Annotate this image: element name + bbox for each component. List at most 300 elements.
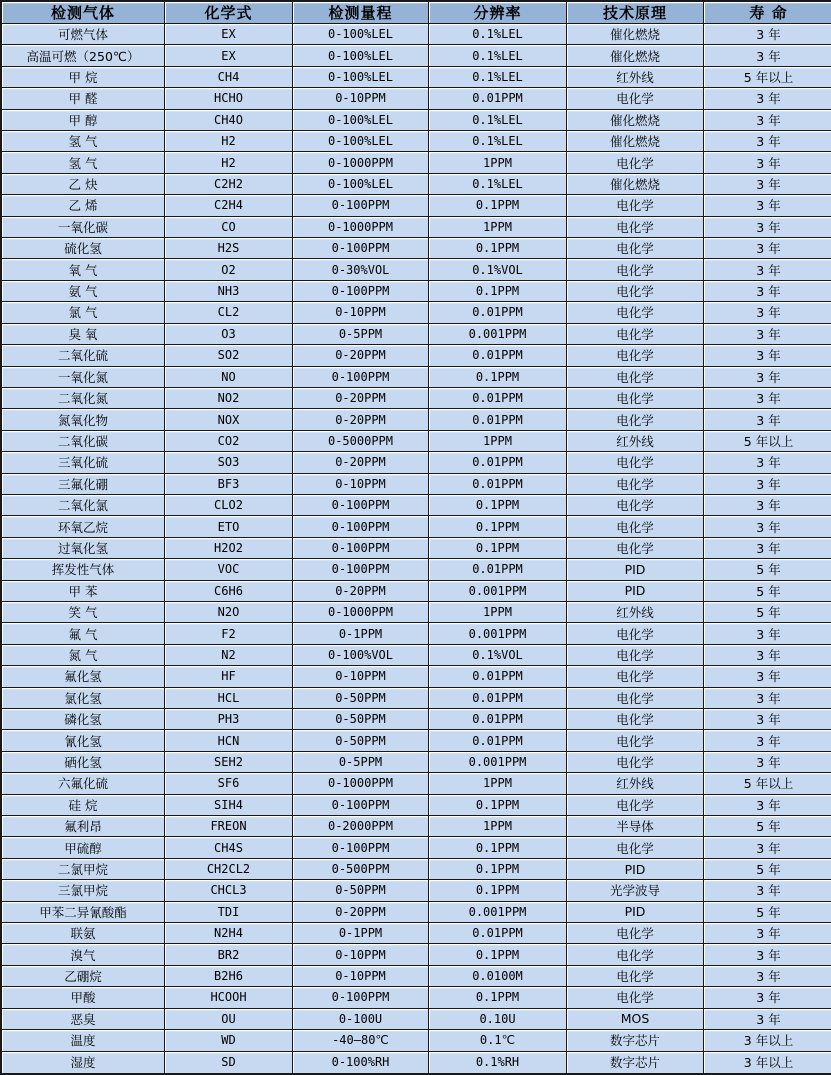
range-cell: -40—80℃ [293,1030,429,1051]
table-row [2,645,831,666]
formula-cell: HCL [165,688,293,709]
lifespan-cell: 3 年 [704,388,831,409]
resolution-cell: 0.01PPM [429,730,567,751]
formula-cell: H2 [165,131,293,152]
column-header: 技术原理 [567,2,704,24]
lifespan-cell: 3 年 [704,152,831,173]
formula-cell: NH3 [165,281,293,302]
gas-name-cell: 甲苯二异氰酸酯 [2,902,165,923]
lifespan-cell: 3 年 [704,367,831,388]
principle-cell: 光学波导 [567,880,704,901]
table-row [2,559,831,580]
lifespan-cell: 3 年 [704,752,831,773]
table-row [2,773,831,794]
table-row [2,174,831,195]
table-row [2,152,831,173]
gas-name-cell: 氧 气 [2,259,165,280]
range-cell: 0-100PPM [293,795,429,816]
principle-cell: 电化学 [567,623,704,644]
lifespan-cell: 5 年以上 [704,67,831,88]
gas-name-cell: 高温可燃（250℃） [2,45,165,66]
lifespan-cell: 3 年 [704,923,831,944]
range-cell: 0-100%LEL [293,45,429,66]
resolution-cell: 0.01PPM [429,923,567,944]
resolution-cell: 1PPM [429,431,567,452]
gas-name-cell: 氨 气 [2,281,165,302]
resolution-cell: 1PPM [429,602,567,623]
formula-cell: CLO2 [165,495,293,516]
gas-name-cell: 湿度 [2,1052,165,1074]
table-row [2,709,831,730]
formula-cell: H2O2 [165,538,293,559]
resolution-cell: 1PPM [429,217,567,238]
resolution-cell: 0.1PPM [429,495,567,516]
principle-cell: MOS [567,1009,704,1030]
resolution-cell: 0.001PPM [429,581,567,602]
table-row [2,302,831,323]
gas-name-cell: 联氨 [2,923,165,944]
formula-cell: H2S [165,238,293,259]
principle-cell: 电化学 [567,645,704,666]
gas-name-cell: 硒化氢 [2,752,165,773]
gas-name-cell: 甲硫醇 [2,837,165,858]
formula-cell: PH3 [165,709,293,730]
lifespan-cell: 3 年 [704,88,831,109]
resolution-cell: 0.1℃ [429,1030,567,1051]
range-cell: 0-100%VOL [293,645,429,666]
gas-name-cell: 挥发性气体 [2,559,165,580]
gas-name-cell: 甲 烷 [2,67,165,88]
gas-name-cell: 甲 醛 [2,88,165,109]
formula-cell: HCHO [165,88,293,109]
range-cell: 0-500PPM [293,859,429,880]
range-cell: 0-100PPM [293,281,429,302]
formula-cell: TDI [165,902,293,923]
principle-cell: 电化学 [567,345,704,366]
gas-name-cell: 笑 气 [2,602,165,623]
principle-cell: 电化学 [567,944,704,965]
lifespan-cell: 3 年 [704,880,831,901]
gas-name-cell: 二氧化硫 [2,345,165,366]
resolution-cell: 0.1%LEL [429,67,567,88]
table-row [2,666,831,687]
table-row [2,944,831,965]
lifespan-cell: 3 年 [704,281,831,302]
resolution-cell: 0.01PPM [429,688,567,709]
table-row [2,516,831,537]
resolution-cell: 0.1PPM [429,987,567,1008]
range-cell: 0-10PPM [293,966,429,987]
resolution-cell: 0.1%LEL [429,45,567,66]
principle-cell: 电化学 [567,837,704,858]
range-cell: 0-100PPM [293,495,429,516]
range-cell: 0-100PPM [293,837,429,858]
lifespan-cell: 3 年 [704,409,831,430]
resolution-cell: 1PPM [429,773,567,794]
lifespan-cell: 5 年 [704,816,831,837]
formula-cell: C2H4 [165,195,293,216]
resolution-cell: 0.01PPM [429,388,567,409]
range-cell: 0-100PPM [293,559,429,580]
gas-name-cell: 三氯甲烷 [2,880,165,901]
table-row [2,324,831,345]
principle-cell: 电化学 [567,238,704,259]
resolution-cell: 0.01PPM [429,409,567,430]
table-row [2,345,831,366]
resolution-cell: 0.1PPM [429,195,567,216]
range-cell: 0-50PPM [293,709,429,730]
gas-name-cell: 乙 炔 [2,174,165,195]
range-cell: 0-100%LEL [293,67,429,88]
table-row [2,752,831,773]
lifespan-cell: 3 年 [704,666,831,687]
gas-name-cell: 氟化氢 [2,666,165,687]
formula-cell: C2H2 [165,174,293,195]
range-cell: 0-100%RH [293,1052,429,1074]
formula-cell: CHCL3 [165,880,293,901]
resolution-cell: 0.01PPM [429,666,567,687]
gas-name-cell: 硅 烷 [2,795,165,816]
principle-cell: 电化学 [567,217,704,238]
resolution-cell: 1PPM [429,816,567,837]
range-cell: 0-100PPM [293,987,429,1008]
range-cell: 0-100%LEL [293,131,429,152]
lifespan-cell: 3 年 [704,837,831,858]
lifespan-cell: 3 年 [704,24,831,45]
formula-cell: EX [165,45,293,66]
formula-cell: ETO [165,516,293,537]
principle-cell: 红外线 [567,602,704,623]
lifespan-cell: 5 年 [704,859,831,880]
principle-cell: 电化学 [567,152,704,173]
lifespan-cell: 3 年 [704,987,831,1008]
formula-cell: CH4S [165,837,293,858]
principle-cell: 催化燃烧 [567,174,704,195]
lifespan-cell: 3 年 [704,259,831,280]
formula-cell: FREON [165,816,293,837]
formula-cell: N2H4 [165,923,293,944]
principle-cell: 电化学 [567,302,704,323]
table-row [2,880,831,901]
principle-cell: 电化学 [567,259,704,280]
formula-cell: SIH4 [165,795,293,816]
lifespan-cell: 3 年 [704,944,831,965]
principle-cell: 电化学 [567,923,704,944]
lifespan-cell: 3 年 [704,238,831,259]
formula-cell: CO [165,217,293,238]
gas-name-cell: 可燃气体 [2,24,165,45]
resolution-cell: 0.001PPM [429,902,567,923]
gas-name-cell: 乙硼烷 [2,966,165,987]
formula-cell: NO2 [165,388,293,409]
table-body [2,24,831,1073]
resolution-cell: 0.1PPM [429,880,567,901]
gas-name-cell: 乙 烯 [2,195,165,216]
gas-name-cell: 甲酸 [2,987,165,1008]
formula-cell: B2H6 [165,966,293,987]
gas-name-cell: 氰化氢 [2,730,165,751]
lifespan-cell: 3 年 [704,709,831,730]
lifespan-cell: 5 年以上 [704,773,831,794]
formula-cell: SEH2 [165,752,293,773]
table-row [2,688,831,709]
range-cell: 0-10PPM [293,944,429,965]
table-row [2,495,831,516]
range-cell: 0-1000PPM [293,773,429,794]
range-cell: 0-5PPM [293,752,429,773]
column-header: 分辨率 [429,2,567,24]
formula-cell: CH4 [165,67,293,88]
principle-cell: PID [567,902,704,923]
gas-name-cell: 硫化氢 [2,238,165,259]
lifespan-cell: 3 年 [704,195,831,216]
resolution-cell: 0.1PPM [429,516,567,537]
range-cell: 0-100%LEL [293,174,429,195]
resolution-cell: 0.001PPM [429,623,567,644]
formula-cell: CL2 [165,302,293,323]
gas-name-cell: 氯 气 [2,302,165,323]
table-row [2,388,831,409]
table-row [2,367,831,388]
table-row [2,281,831,302]
formula-cell: HF [165,666,293,687]
range-cell: 0-1PPM [293,623,429,644]
range-cell: 0-100PPM [293,195,429,216]
lifespan-cell: 3 年 [704,538,831,559]
principle-cell: 数字芯片 [567,1030,704,1051]
table-row [2,581,831,602]
table-row [2,24,831,45]
gas-name-cell: 二氧化氯 [2,495,165,516]
resolution-cell: 0.001PPM [429,752,567,773]
lifespan-cell: 3 年以上 [704,1052,831,1074]
range-cell: 0-100PPM [293,516,429,537]
gas-name-cell: 一氧化碳 [2,217,165,238]
range-cell: 0-50PPM [293,880,429,901]
resolution-cell: 0.1%RH [429,1052,567,1074]
table-row [2,538,831,559]
formula-cell: NO [165,367,293,388]
lifespan-cell: 5 年 [704,559,831,580]
principle-cell: 电化学 [567,752,704,773]
resolution-cell: 0.1%VOL [429,645,567,666]
formula-cell: WD [165,1030,293,1051]
principle-cell: 红外线 [567,773,704,794]
range-cell: 0-20PPM [293,581,429,602]
header-row [2,2,831,24]
table-row [2,923,831,944]
formula-cell: C6H6 [165,581,293,602]
column-header: 检测气体 [2,2,165,24]
column-header: 检测量程 [293,2,429,24]
lifespan-cell: 3 年 [704,131,831,152]
table-row [2,259,831,280]
range-cell: 0-100PPM [293,238,429,259]
principle-cell: 电化学 [567,367,704,388]
table-row [2,902,831,923]
lifespan-cell: 3 年 [704,645,831,666]
range-cell: 0-20PPM [293,345,429,366]
lifespan-cell: 5 年 [704,581,831,602]
lifespan-cell: 3 年 [704,217,831,238]
principle-cell: 电化学 [567,324,704,345]
lifespan-cell: 3 年 [704,174,831,195]
resolution-cell: 0.01PPM [429,452,567,473]
table-row [2,88,831,109]
table-row [2,409,831,430]
range-cell: 0-100%LEL [293,110,429,131]
resolution-cell: 0.1PPM [429,538,567,559]
lifespan-cell: 3 年 [704,516,831,537]
resolution-cell: 0.1%LEL [429,131,567,152]
range-cell: 0-10PPM [293,666,429,687]
principle-cell: 电化学 [567,88,704,109]
principle-cell: 电化学 [567,666,704,687]
resolution-cell: 0.1%VOL [429,259,567,280]
principle-cell: 电化学 [567,730,704,751]
range-cell: 0-100%LEL [293,24,429,45]
formula-cell: BF3 [165,474,293,495]
gas-name-cell: 氟 气 [2,623,165,644]
range-cell: 0-100U [293,1009,429,1030]
gas-name-cell: 二氯甲烷 [2,859,165,880]
resolution-cell: 0.01PPM [429,88,567,109]
range-cell: 0-2000PPM [293,816,429,837]
resolution-cell: 0.01PPM [429,559,567,580]
formula-cell: F2 [165,623,293,644]
lifespan-cell: 3 年 [704,474,831,495]
gas-name-cell: 过氧化氢 [2,538,165,559]
table-row [2,859,831,880]
lifespan-cell: 3 年以上 [704,1030,831,1051]
gas-name-cell: 恶臭 [2,1009,165,1030]
resolution-cell: 0.1PPM [429,238,567,259]
range-cell: 0-100PPM [293,538,429,559]
range-cell: 0-10PPM [293,302,429,323]
resolution-cell: 0.1PPM [429,795,567,816]
gas-name-cell: 六氟化硫 [2,773,165,794]
range-cell: 0-100PPM [293,367,429,388]
range-cell: 0-30%VOL [293,259,429,280]
principle-cell: 电化学 [567,195,704,216]
principle-cell: 催化燃烧 [567,24,704,45]
table-row [2,431,831,452]
principle-cell: 催化燃烧 [567,110,704,131]
range-cell: 0-1000PPM [293,602,429,623]
lifespan-cell: 5 年以上 [704,431,831,452]
gas-name-cell: 溴气 [2,944,165,965]
formula-cell: N2 [165,645,293,666]
resolution-cell: 0.1%LEL [429,174,567,195]
range-cell: 0-20PPM [293,409,429,430]
range-cell: 0-20PPM [293,388,429,409]
table-row [2,730,831,751]
resolution-cell: 0.1PPM [429,281,567,302]
resolution-cell: 0.1%LEL [429,110,567,131]
formula-cell: O2 [165,259,293,280]
range-cell: 0-20PPM [293,452,429,473]
principle-cell: 红外线 [567,431,704,452]
range-cell: 0-5000PPM [293,431,429,452]
table-row [2,837,831,858]
lifespan-cell: 3 年 [704,452,831,473]
principle-cell: 电化学 [567,388,704,409]
formula-cell: N2O [165,602,293,623]
formula-cell: EX [165,24,293,45]
table-row [2,195,831,216]
range-cell: 0-20PPM [293,902,429,923]
resolution-cell: 0.1PPM [429,367,567,388]
formula-cell: BR2 [165,944,293,965]
table-row [2,602,831,623]
resolution-cell: 0.1PPM [429,944,567,965]
table-row [2,452,831,473]
table-row [2,1030,831,1051]
principle-cell: 电化学 [567,987,704,1008]
principle-cell: PID [567,559,704,580]
principle-cell: 电化学 [567,709,704,730]
lifespan-cell: 3 年 [704,623,831,644]
gas-name-cell: 二氧化碳 [2,431,165,452]
resolution-cell: 0.1%LEL [429,24,567,45]
formula-cell: SO3 [165,452,293,473]
principle-cell: 电化学 [567,452,704,473]
range-cell: 0-1PPM [293,923,429,944]
formula-cell: CH2CL2 [165,859,293,880]
gas-name-cell: 甲 苯 [2,581,165,602]
table-row [2,110,831,131]
gas-name-cell: 臭 氧 [2,324,165,345]
table-row [2,1009,831,1030]
gas-name-cell: 温度 [2,1030,165,1051]
table-row [2,987,831,1008]
gas-name-cell: 环氧乙烷 [2,516,165,537]
range-cell: 0-50PPM [293,688,429,709]
resolution-cell: 0.01PPM [429,709,567,730]
principle-cell: 数字芯片 [567,1052,704,1074]
principle-cell: 催化燃烧 [567,45,704,66]
principle-cell: 电化学 [567,795,704,816]
resolution-cell: 1PPM [429,152,567,173]
range-cell: 0-1000PPM [293,217,429,238]
principle-cell: 电化学 [567,688,704,709]
gas-name-cell: 氮 气 [2,645,165,666]
lifespan-cell: 3 年 [704,345,831,366]
table-row [2,1052,831,1074]
principle-cell: 电化学 [567,538,704,559]
resolution-cell: 0.01PPM [429,302,567,323]
principle-cell: 电化学 [567,281,704,302]
resolution-cell: 0.01PPM [429,345,567,366]
resolution-cell: 0.0100M [429,966,567,987]
formula-cell: OU [165,1009,293,1030]
formula-cell: CH4O [165,110,293,131]
formula-cell: SD [165,1052,293,1074]
table-row [2,131,831,152]
principle-cell: PID [567,859,704,880]
lifespan-cell: 3 年 [704,1009,831,1030]
range-cell: 0-10PPM [293,88,429,109]
gas-name-cell: 三氟化硼 [2,474,165,495]
gas-name-cell: 磷化氢 [2,709,165,730]
lifespan-cell: 5 年 [704,902,831,923]
range-cell: 0-5PPM [293,324,429,345]
resolution-cell: 0.001PPM [429,324,567,345]
table-row [2,238,831,259]
resolution-cell: 0.1PPM [429,837,567,858]
gas-name-cell: 氢 气 [2,152,165,173]
lifespan-cell: 3 年 [704,795,831,816]
